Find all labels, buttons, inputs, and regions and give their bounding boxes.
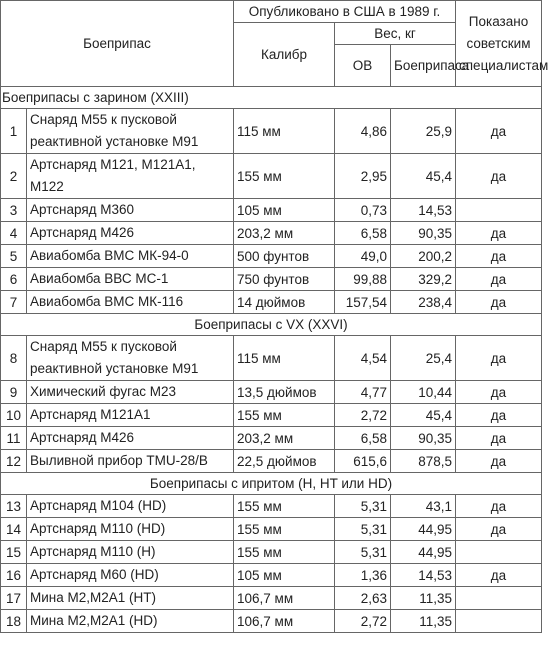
- shown-value: да: [456, 381, 542, 404]
- ammo-weight: 11,35: [391, 610, 456, 633]
- munition-name: Химический фугас М23: [27, 381, 234, 404]
- row-number: 7: [1, 291, 27, 314]
- table-row: [1, 222, 542, 245]
- ov-weight: 4,86: [335, 109, 391, 154]
- munition-name: Мина M2,M2A1 (HD): [27, 610, 234, 633]
- caliber-value: 14 дюймов: [234, 291, 335, 314]
- shown-value: да: [456, 291, 542, 314]
- row-number: 14: [1, 518, 27, 541]
- munition-name: Артснаряд М110 (HD): [27, 518, 234, 541]
- row-number: 3: [1, 199, 27, 222]
- ammo-weight: 45,4: [391, 154, 456, 199]
- caliber-value: 155 мм: [234, 404, 335, 427]
- caliber-value: 203,2 мм: [234, 427, 335, 450]
- table-row: [1, 109, 542, 154]
- table-row: [1, 268, 542, 291]
- header-shown: Показано советским специалистам: [456, 1, 542, 87]
- ammo-weight: 43,1: [391, 495, 456, 518]
- row-number: 2: [1, 154, 27, 199]
- table-row: [1, 291, 542, 314]
- caliber-value: 203,2 мм: [234, 222, 335, 245]
- ov-weight: 5,31: [335, 518, 391, 541]
- caliber-value: 13,5 дюймов: [234, 381, 335, 404]
- table-header: [1, 1, 548, 87]
- caliber-value: 155 мм: [234, 495, 335, 518]
- caliber-value: 105 мм: [234, 199, 335, 222]
- munition-name: Авиабомба ВМС МК-94-0: [27, 245, 234, 268]
- ammo-weight: 11,35: [391, 587, 456, 610]
- caliber-value: 115 мм: [234, 109, 335, 154]
- ammo-weight: 10,44: [391, 381, 456, 404]
- ammo-weight: 200,2: [391, 245, 456, 268]
- row-number: 1: [1, 109, 27, 154]
- table-body: [1, 87, 542, 633]
- ov-weight: 2,72: [335, 610, 391, 633]
- shown-value: да: [456, 109, 542, 154]
- ov-weight: 6,58: [335, 427, 391, 450]
- table-row: [1, 610, 542, 633]
- shown-value: да: [456, 404, 542, 427]
- header-ov: ОВ: [335, 45, 391, 87]
- shown-value: [456, 587, 542, 610]
- ammo-weight: 14,53: [391, 199, 456, 222]
- shown-value: да: [456, 268, 542, 291]
- table-row: [1, 541, 542, 564]
- munition-name: Авиабомба ВВС МС-1: [27, 268, 234, 291]
- ov-weight: 2,63: [335, 587, 391, 610]
- caliber-value: 22,5 дюймов: [234, 450, 335, 473]
- row-number: 18: [1, 610, 27, 633]
- section-title: Боеприпасы с зарином (XXIII): [1, 87, 542, 109]
- shown-value: да: [456, 154, 542, 199]
- ammo-weight: 44,95: [391, 541, 456, 564]
- table-row: [1, 518, 542, 541]
- section-row: [1, 87, 542, 109]
- row-number: 8: [1, 336, 27, 381]
- munition-name: Снаряд М55 к пусковой реактивной установке М91: [27, 336, 234, 381]
- shown-value: [456, 199, 542, 222]
- shown-value: да: [456, 245, 542, 268]
- table-row: [1, 427, 542, 450]
- ammo-weight: 25,9: [391, 109, 456, 154]
- table-row: [1, 336, 542, 381]
- ov-weight: 49,0: [335, 245, 391, 268]
- caliber-value: 105 мм: [234, 564, 335, 587]
- row-number: 16: [1, 564, 27, 587]
- table-row: [1, 381, 542, 404]
- table-row: [1, 154, 542, 199]
- table-row: [1, 450, 542, 473]
- ammo-weight: 878,5: [391, 450, 456, 473]
- row-number: 17: [1, 587, 27, 610]
- header-published: Опубликовано в США в 1989 г.: [234, 1, 456, 23]
- shown-value: да: [456, 427, 542, 450]
- row-number: 11: [1, 427, 27, 450]
- section-row: [1, 473, 542, 495]
- row-number: 10: [1, 404, 27, 427]
- ov-weight: 6,58: [335, 222, 391, 245]
- ammo-weight: 90,35: [391, 222, 456, 245]
- ammo-weight: 25,4: [391, 336, 456, 381]
- ammo-weight: 14,53: [391, 564, 456, 587]
- shown-value: да: [456, 518, 542, 541]
- row-number: 4: [1, 222, 27, 245]
- ov-weight: 1,36: [335, 564, 391, 587]
- ov-weight: 0,73: [335, 199, 391, 222]
- munition-name: Артснаряд М60 (HD): [27, 564, 234, 587]
- shown-value: да: [456, 564, 542, 587]
- row-number: 12: [1, 450, 27, 473]
- caliber-value: 155 мм: [234, 154, 335, 199]
- table-row: [1, 587, 542, 610]
- header-ammo: Боеприпаса: [391, 45, 456, 87]
- munition-name: Авиабомба ВМС МК-116: [27, 291, 234, 314]
- row-number: 9: [1, 381, 27, 404]
- munition-name: Артснаряд М121А1: [27, 404, 234, 427]
- munition-name: Артснаряд М104 (HD): [27, 495, 234, 518]
- munition-name: Артснаряд М426: [27, 427, 234, 450]
- caliber-value: 115 мм: [234, 336, 335, 381]
- header-caliber: Калибр: [234, 23, 335, 87]
- header-munition: Боеприпас: [1, 1, 234, 87]
- header-weight: Вес, кг: [335, 23, 456, 45]
- row-number: 6: [1, 268, 27, 291]
- munition-name: Артснаряд М121, М121А1, М122: [27, 154, 234, 199]
- ammo-weight: 329,2: [391, 268, 456, 291]
- caliber-value: 106,7 мм: [234, 587, 335, 610]
- shown-value: да: [456, 450, 542, 473]
- ammo-weight: 238,4: [391, 291, 456, 314]
- section-title: Боеприпасы с ипритом (H, HT или HD): [1, 473, 542, 495]
- ammo-weight: 90,35: [391, 427, 456, 450]
- section-title: Боеприпасы с VX (XXVI): [1, 314, 542, 336]
- munition-name: Выливной прибор TMU-28/B: [27, 450, 234, 473]
- row-number: 5: [1, 245, 27, 268]
- ammo-weight: 45,4: [391, 404, 456, 427]
- table-row: [1, 404, 542, 427]
- ov-weight: 5,31: [335, 495, 391, 518]
- ov-weight: 615,6: [335, 450, 391, 473]
- ov-weight: 2,72: [335, 404, 391, 427]
- munition-name: Артснаряд М360: [27, 199, 234, 222]
- table-row: [1, 245, 542, 268]
- table-row: [1, 495, 542, 518]
- ov-weight: 5,31: [335, 541, 391, 564]
- ammo-weight: 44,95: [391, 518, 456, 541]
- shown-value: [456, 541, 542, 564]
- caliber-value: 750 фунтов: [234, 268, 335, 291]
- table-row: [1, 564, 542, 587]
- ov-weight: 99,88: [335, 268, 391, 291]
- ov-weight: 2,95: [335, 154, 391, 199]
- ov-weight: 157,54: [335, 291, 391, 314]
- caliber-value: 155 мм: [234, 518, 335, 541]
- table-row: [1, 199, 542, 222]
- caliber-value: 500 фунтов: [234, 245, 335, 268]
- caliber-value: 106,7 мм: [234, 610, 335, 633]
- row-number: 13: [1, 495, 27, 518]
- section-row: [1, 314, 542, 336]
- munition-name: Артснаряд М426: [27, 222, 234, 245]
- shown-value: да: [456, 336, 542, 381]
- shown-value: да: [456, 495, 542, 518]
- row-number: 15: [1, 541, 27, 564]
- ov-weight: 4,77: [335, 381, 391, 404]
- ov-weight: 4,54: [335, 336, 391, 381]
- shown-value: [456, 610, 542, 633]
- caliber-value: 155 мм: [234, 541, 335, 564]
- munition-name: Снаряд М55 к пусковой реактивной установке М91: [27, 109, 234, 154]
- munition-name: Артснаряд М110 (H): [27, 541, 234, 564]
- munition-name: Мина M2,M2A1 (HT): [27, 587, 234, 610]
- shown-value: да: [456, 222, 542, 245]
